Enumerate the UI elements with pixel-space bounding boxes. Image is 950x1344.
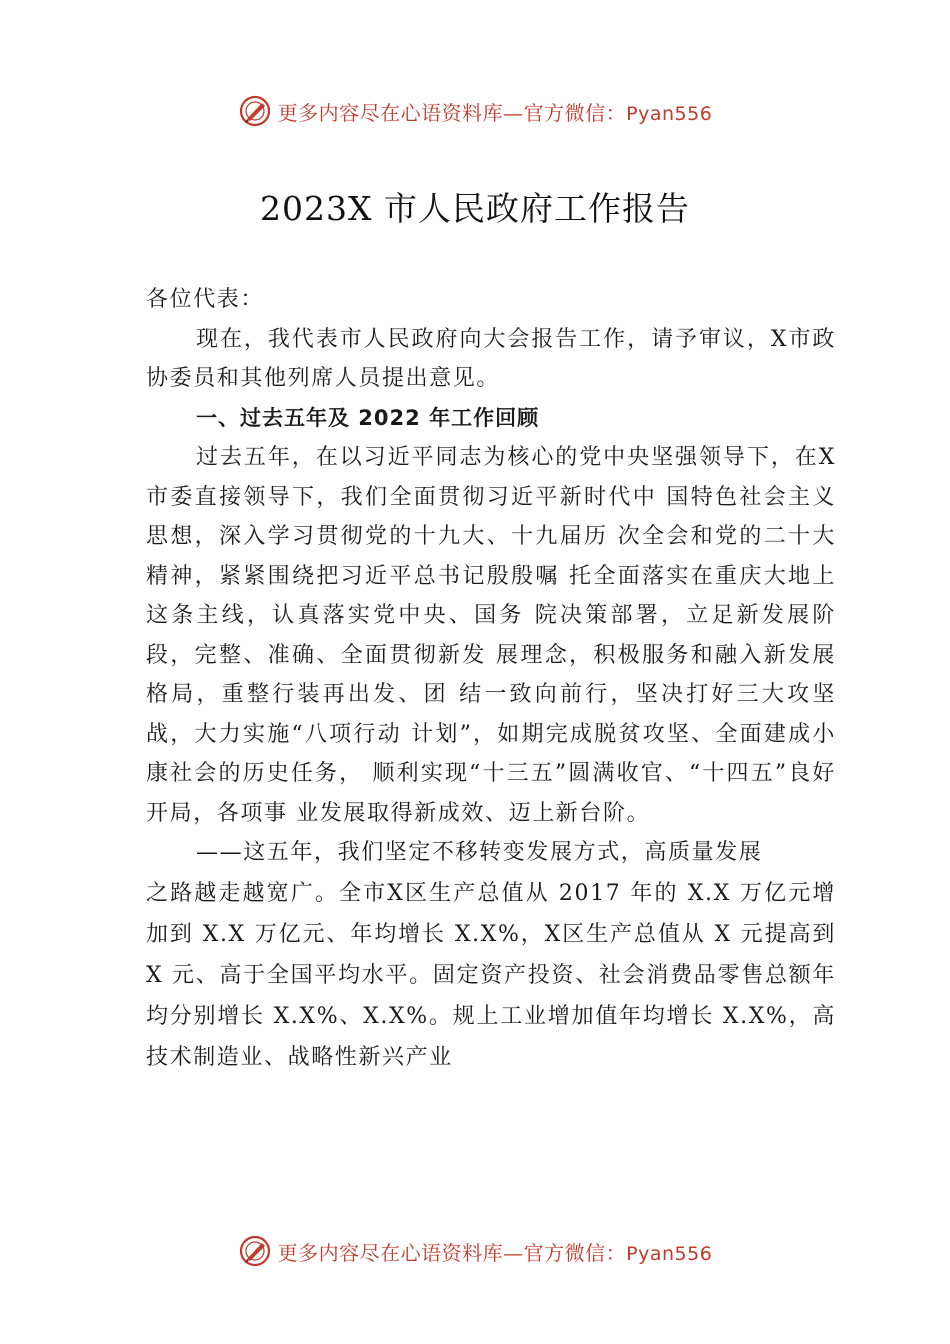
watermark-header [0,94,950,128]
watermark-footer [0,1234,950,1268]
five-years-lead: ——这五年，我们坚定不移转变发展方式，高质量发展 [196,840,763,865]
pen-seal-icon [238,1234,272,1268]
review-paragraph: 过去五年，在以习近平同志为核心的党中央坚强领导下，在X市委直接领导下，我们全面贯彻习近平新时代中 国特色社会主义思想，深入学习贯彻党的十九大、十九届历 次全会和党的二十大精神，紧紧围绕把习近平总书记殷殷嘱 托全面落实在重庆大地上这条主线，认真落实党中央、国务 院决策部署，立足新发展阶段，完整、准确、全面贯彻新发 展理念，积极服务和融入新发展格局，重整行装再出发、团 结一致向前行，坚决打好三大攻坚战，大力实施“八项行动 计划”，如期完成脱贫攻坚、全面建成小康社会的历史任务， 顺利实现“十三五”圆满收官、“十四五”良好开局，各项事 业发展取得新成效、迈上新台阶。 [146,445,836,826]
watermark-wechat-id: Pyan556 [626,102,713,125]
watermark-wechat-id: Pyan556 [626,1242,713,1265]
five-years-body: 之路越走越宽广。全市X区生产总值从 2017 年的 X.X 万亿元增加到 X.X 万亿元、年均增长 X.X%，X区生产总值从 X 元提高到 X 元、高于全国平均水平。固定资产投资、社会消费品零售总额年均分别增长 X.X%、X.X%。规上工业增加值年均增长 X.X%，高技术制造业、战略性新兴产业 [146,880,836,1070]
pen-seal-icon [238,94,272,128]
intro-paragraph: 现在，我代表市人民政府向大会报告工作，请予审议，X市政协委员和其他列席人员提出意见。 [146,326,836,391]
salutation: 各位代表： [146,287,265,312]
section-heading: 一、过去五年及 2022 年工作回顾 [196,405,540,430]
watermark-text: 更多内容尽在心语资料库—官方微信：Pyan556 [277,100,713,125]
page-title: 2023X 市人民政府工作报告 [260,189,690,228]
watermark-text: 更多内容尽在心语资料库—官方微信：Pyan556 [277,1240,713,1265]
document-body [146,280,836,1078]
